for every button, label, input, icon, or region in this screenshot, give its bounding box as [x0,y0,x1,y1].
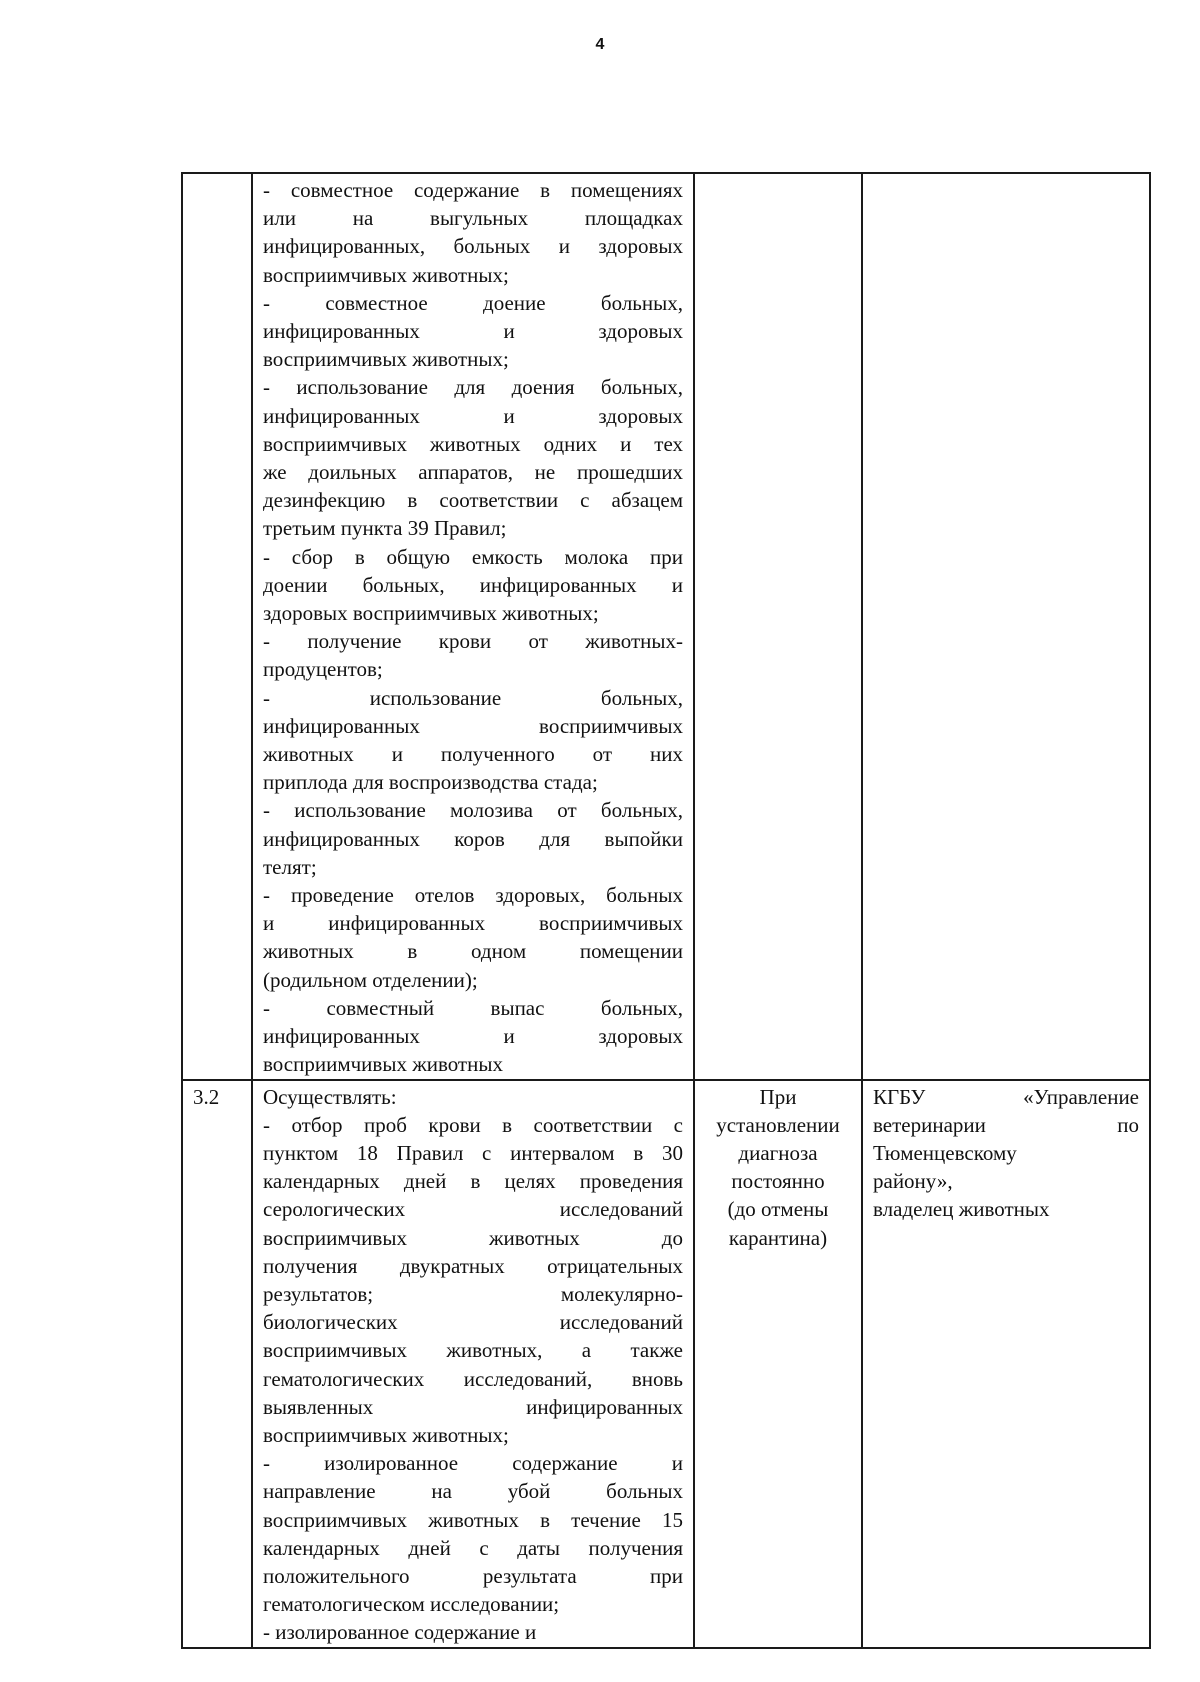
text-line: КГБУ «Управление [873,1084,1139,1109]
text-line: инфицированных восприимчивых [263,713,683,738]
text-line: инфицированных, больных и здоровых [263,234,683,259]
text-line: восприимчивых животных одних и тех [263,431,683,456]
text-line: восприимчивых животных в течение 15 [263,1507,683,1532]
text-line: или на выгульных площадках [263,206,683,231]
text-line: биологических исследований [263,1310,683,1335]
text-line: - совместное содержание в помещениях [263,178,683,202]
responsible-cell [862,1080,1150,1648]
text-line: здоровых восприимчивых животных; [263,601,599,626]
measure-text-cell [252,173,694,1080]
text-line: восприимчивых животных [263,1052,503,1077]
text-line: приплода для воспроизводства стада; [263,770,598,795]
text-line: инфицированных и здоровых [263,319,683,344]
text-line: Осуществлять: [263,1084,397,1109]
text-line: доении больных, инфицированных и [263,572,683,597]
row-number-cell: 3.2 [182,1080,252,1648]
text-line: гематологических исследований, вновь [263,1366,683,1391]
text-line: восприимчивых животных, а также [263,1338,683,1363]
text-line: инфицированных и здоровых [263,1024,683,1049]
text-line: продуцентов; [263,657,383,682]
text-line: инфицированных и здоровых [263,403,683,428]
text-line: - совместное доение больных, [263,290,683,315]
text-line: результатов; молекулярно- [263,1281,683,1306]
text-line: установлении [716,1112,840,1137]
text-line: пунктом 18 Правил с интервалом в 30 [263,1140,683,1165]
text-line: восприимчивых животных; [263,262,509,287]
text-line: третьим пункта 39 Правил; [263,516,507,541]
text-line: карантина) [728,1225,828,1250]
text-line: положительного результата при [263,1563,683,1588]
table-row-continued [182,173,1150,1080]
text-line: (до отмены [727,1197,829,1222]
text-line: животных в одном помещении [263,939,683,964]
text-line: и инфицированных восприимчивых [263,911,683,936]
measures-table [181,172,1151,1649]
text-line: же доильных аппаратов, не прошедших [263,460,683,485]
text-line: календарных дней в целях проведения [263,1169,683,1194]
text-line: ветеринарии по [873,1112,1139,1137]
text-line: владелец животных [873,1197,1050,1222]
text-line: восприимчивых животных; [263,347,509,372]
text-line: району», [873,1169,953,1194]
text-line: животных и полученного от них [263,742,683,767]
text-line: инфицированных коров для выпойки [263,826,683,851]
text-line: Тюменцевскому [873,1140,1017,1165]
text-line: телят; [263,854,317,879]
text-line: - изолированное содержание и [263,1620,537,1645]
measure-text-cell [252,1080,694,1648]
text-line: (родильном отделении); [263,967,478,992]
text-line: выявленных инфицированных [263,1394,683,1419]
text-line: получения двукратных отрицательных [263,1253,683,1278]
text-line: - проведение отелов здоровых, больных [263,883,683,908]
text-line: - получение крови от животных- [263,629,683,654]
text-line: дезинфекцию в соответствии с абзацем [263,488,683,513]
text-line: - совместный выпас больных, [263,995,683,1020]
text-line: - использование больных, [263,685,683,710]
text-line: гематологическом исследовании; [263,1592,560,1617]
page-number: 4 [595,36,605,53]
text-line: - сбор в общую емкость молока при [263,544,683,569]
text-line: диагноза [738,1140,818,1165]
text-line: серологических исследований [263,1197,683,1222]
text-line: При [759,1084,797,1109]
text-line: календарных дней с даты получения [263,1535,683,1560]
text-line: - использование для доения больных, [263,375,683,400]
text-line: направление на убой больных [263,1479,683,1504]
term-cell [694,1080,862,1648]
text-line: восприимчивых животных до [263,1225,683,1250]
text-line: - изолированное содержание и [263,1451,683,1476]
responsible-cell [862,173,1150,1080]
text-line: - использование молозива от больных, [263,798,683,823]
table-row-3-2 [182,1080,1150,1648]
text-line: - отбор проб крови в соответствии с [263,1112,683,1137]
row-number-cell [182,173,252,1080]
text-line: постоянно [731,1169,825,1194]
term-cell [694,173,862,1080]
text-line: восприимчивых животных; [263,1422,509,1447]
